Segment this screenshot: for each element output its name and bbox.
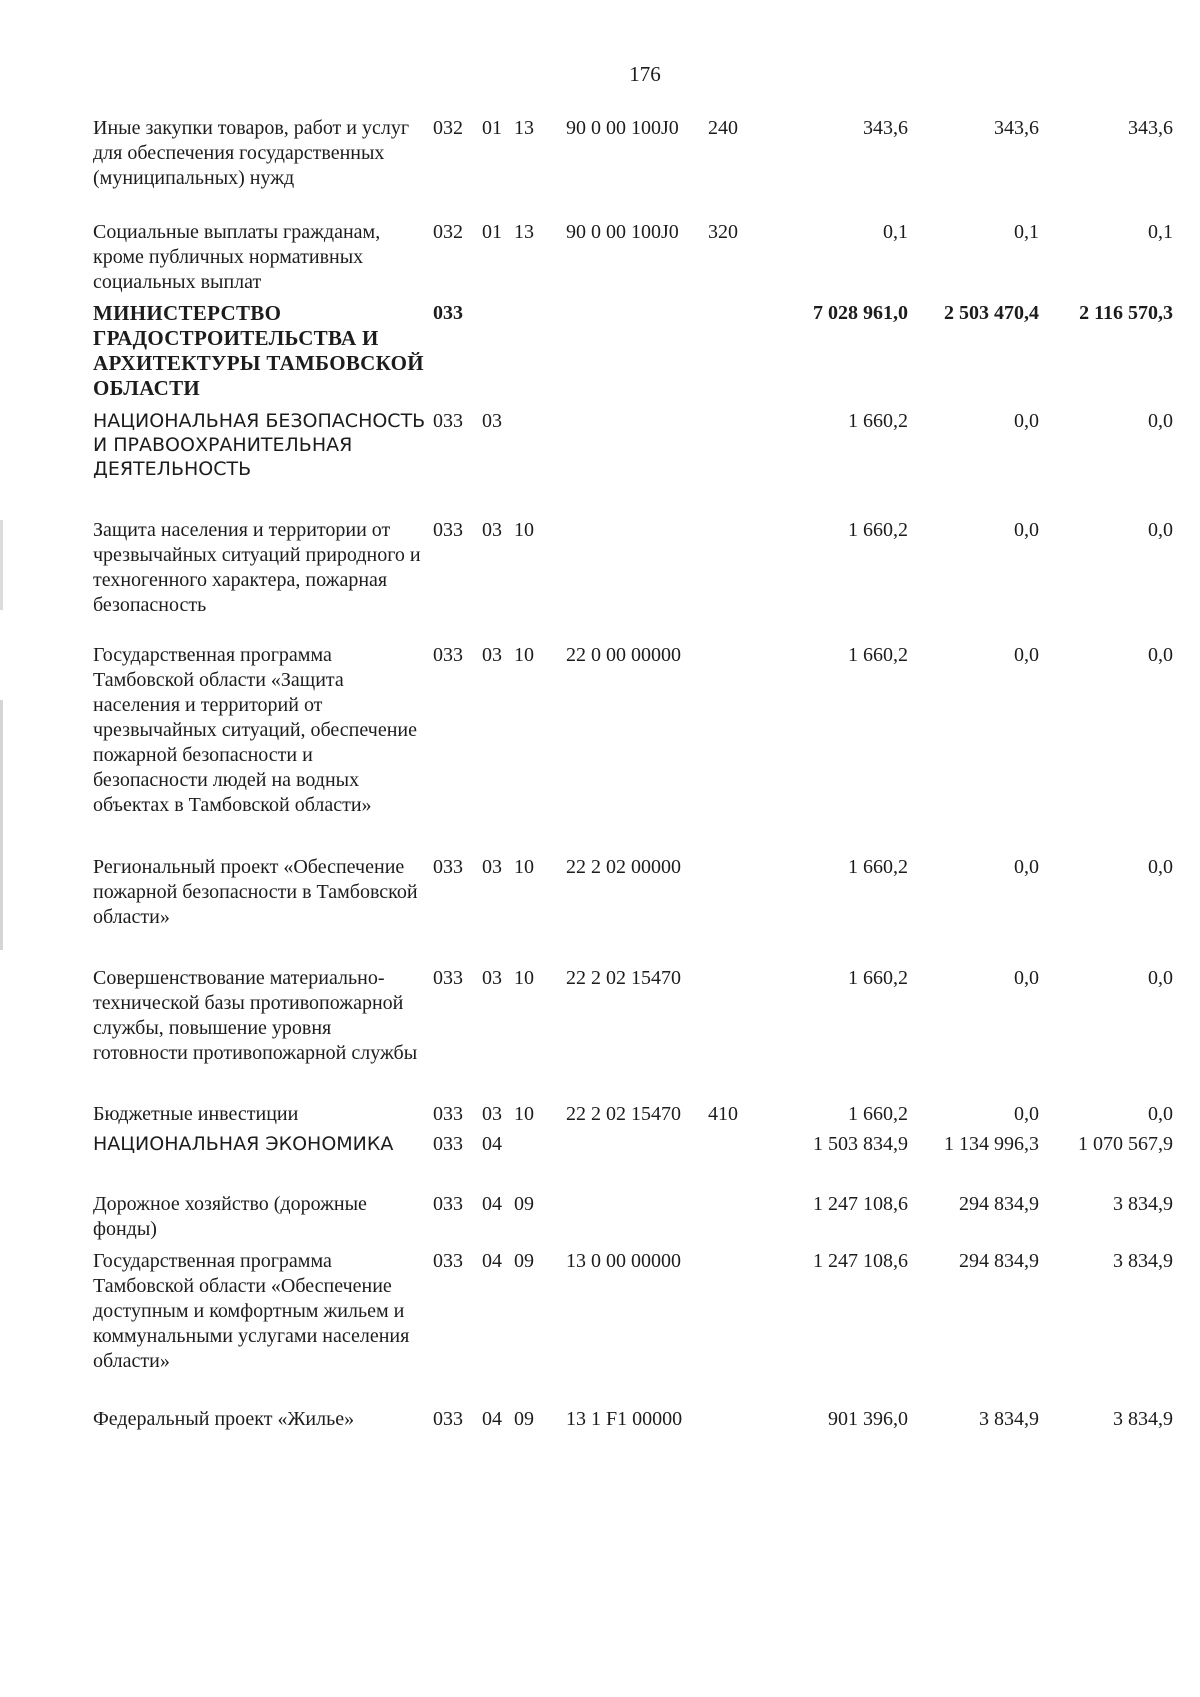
grbs-code: 033 [433,1408,463,1430]
amount-year-3: 0,0 [1148,856,1173,878]
amount-year-1: 1 247 108,6 [813,1250,908,1272]
table-row [93,643,1173,855]
target-article-code: 22 2 02 15470 [566,1103,681,1125]
row-name: Совершенствование материально-технической базы противопожарной службы, повышение уровня готовности противопожарной службы [93,967,418,1064]
amount-year-3: 3 834,9 [1113,1193,1173,1215]
amount-year-2: 294 834,9 [959,1193,1039,1215]
subsection-code: 10 [514,1103,534,1125]
amount-year-2: 0,0 [1014,644,1039,666]
table-row [93,1192,1173,1249]
amount-year-1: 1 503 834,9 [813,1133,908,1155]
amount-year-1: 1 660,2 [848,1103,908,1125]
section-code: 04 [482,1193,502,1215]
subsection-code: 09 [514,1408,534,1430]
amount-year-2: 343,6 [994,117,1039,139]
target-article-code: 90 0 00 100J0 [566,117,679,139]
section-code: 04 [482,1133,502,1155]
amount-year-1: 0,1 [883,221,908,243]
amount-year-1: 1 660,2 [848,856,908,878]
subsection-code: 10 [514,519,534,541]
expense-type-code: 410 [708,1103,738,1125]
grbs-code: 033 [433,1103,463,1125]
table-row [93,1102,1173,1132]
amount-year-1: 1 660,2 [848,410,908,432]
amount-year-3: 0,0 [1148,410,1173,432]
section-code: 03 [482,410,502,432]
row-name: Защита населения и территории от чрезвычайных ситуаций природного и техногенного характера, пожарная безопасность [93,519,421,616]
subsection-code: 10 [514,644,534,666]
row-name: Региональный проект «Обеспечение пожарной безопасности в Тамбовской области» [93,856,418,928]
expense-type-code: 240 [708,117,738,139]
table-row [93,855,1173,966]
amount-year-3: 343,6 [1128,117,1173,139]
grbs-code: 033 [433,1193,463,1215]
amount-year-1: 901 396,0 [828,1408,908,1430]
section-code: 03 [482,856,502,878]
section-code: 03 [482,519,502,541]
table-row [93,409,1173,518]
target-article-code: 90 0 00 100J0 [566,221,679,243]
amount-year-2: 3 834,9 [979,1408,1039,1430]
expense-type-code: 320 [708,221,738,243]
amount-year-3: 1 070 567,9 [1078,1133,1173,1155]
amount-year-2: 0,0 [1014,519,1039,541]
amount-year-2: 2 503 470,4 [944,302,1039,324]
section-code: 01 [482,221,502,243]
page-number: 176 [629,62,661,86]
grbs-code: 033 [433,519,463,541]
grbs-code: 033 [433,967,463,989]
table-row [93,116,1173,220]
amount-year-2: 294 834,9 [959,1250,1039,1272]
amount-year-3: 2 116 570,3 [1079,302,1173,324]
grbs-code: 032 [433,117,463,139]
table-row [93,966,1173,1102]
subsection-code: 09 [514,1193,534,1215]
amount-year-1: 7 028 961,0 [813,302,908,324]
amount-year-1: 343,6 [863,117,908,139]
amount-year-3: 0,0 [1148,967,1173,989]
amount-year-3: 3 834,9 [1113,1408,1173,1430]
row-name: НАЦИОНАЛЬНАЯ БЕЗОПАСНОСТЬ И ПРАВООХРАНИТЕЛЬНАЯ ДЕЯТЕЛЬНОСТЬ [93,410,426,480]
amount-year-1: 1 660,2 [848,967,908,989]
budget-table [93,116,1173,1437]
scan-edge-mark [0,520,3,610]
amount-year-3: 0,1 [1148,221,1173,243]
amount-year-2: 0,0 [1014,967,1039,989]
table-row [93,220,1173,301]
target-article-code: 13 1 F1 00000 [566,1408,683,1430]
scan-edge-mark [0,700,3,950]
section-code: 03 [482,967,502,989]
table-row-ministry [93,301,1173,409]
amount-year-2: 1 134 996,3 [944,1133,1039,1155]
row-name: Иные закупки товаров, работ и услуг для обеспечения государственных (муниципальных) нужд [93,117,410,189]
subsection-code: 09 [514,1250,534,1272]
amount-year-1: 1 247 108,6 [813,1193,908,1215]
table-row [93,1407,1173,1437]
grbs-code: 032 [433,221,463,243]
table-row [93,518,1173,643]
amount-year-3: 0,0 [1148,1103,1173,1125]
grbs-code: 033 [433,1250,463,1272]
row-name: Социальные выплаты гражданам, кроме публичных нормативных социальных выплат [93,221,381,293]
amount-year-2: 0,0 [1014,1103,1039,1125]
amount-year-2: 0,0 [1014,856,1039,878]
target-article-code: 22 0 00 00000 [566,644,681,666]
row-name: МИНИСТЕРСТВО ГРАДОСТРОИТЕЛЬСТВА И АРХИТЕКТУРЫ ТАМБОВСКОЙ ОБЛАСТИ [93,301,424,400]
section-code: 01 [482,117,502,139]
section-code: 04 [482,1408,502,1430]
row-name: Дорожное хозяйство (дорожные фонды) [93,1193,367,1240]
subsection-code: 10 [514,967,534,989]
target-article-code: 22 2 02 15470 [566,967,681,989]
grbs-code: 033 [433,1133,463,1155]
target-article-code: 13 0 00 00000 [566,1250,681,1272]
grbs-code: 033 [433,856,463,878]
amount-year-2: 0,0 [1014,410,1039,432]
grbs-code: 033 [433,644,463,666]
table-row [93,1132,1173,1192]
subsection-code: 13 [514,117,534,139]
amount-year-1: 1 660,2 [848,519,908,541]
amount-year-3: 0,0 [1148,644,1173,666]
row-name: Бюджетные инвестиции [93,1103,299,1125]
section-code: 04 [482,1250,502,1272]
subsection-code: 10 [514,856,534,878]
row-name: Государственная программа Тамбовской области «Защита населения и территорий от чрезвычайных ситуаций, обеспечение пожарной безопасности и безопасности людей на водных объектах в Тамбовской области» [93,644,417,816]
row-name: НАЦИОНАЛЬНАЯ ЭКОНОМИКА [93,1133,394,1155]
subsection-code: 13 [514,221,534,243]
amount-year-2: 0,1 [1014,221,1039,243]
target-article-code: 22 2 02 00000 [566,856,681,878]
grbs-code: 033 [433,302,463,324]
amount-year-3: 3 834,9 [1113,1250,1173,1272]
row-name: Федеральный проект «Жилье» [93,1408,355,1430]
section-code: 03 [482,1103,502,1125]
row-name: Государственная программа Тамбовской области «Обеспечение доступным и комфортным жильем и коммунальными услугами населения области» [93,1250,410,1372]
grbs-code: 033 [433,410,463,432]
section-code: 03 [482,644,502,666]
amount-year-1: 1 660,2 [848,644,908,666]
table-row [93,1249,1173,1407]
amount-year-3: 0,0 [1148,519,1173,541]
